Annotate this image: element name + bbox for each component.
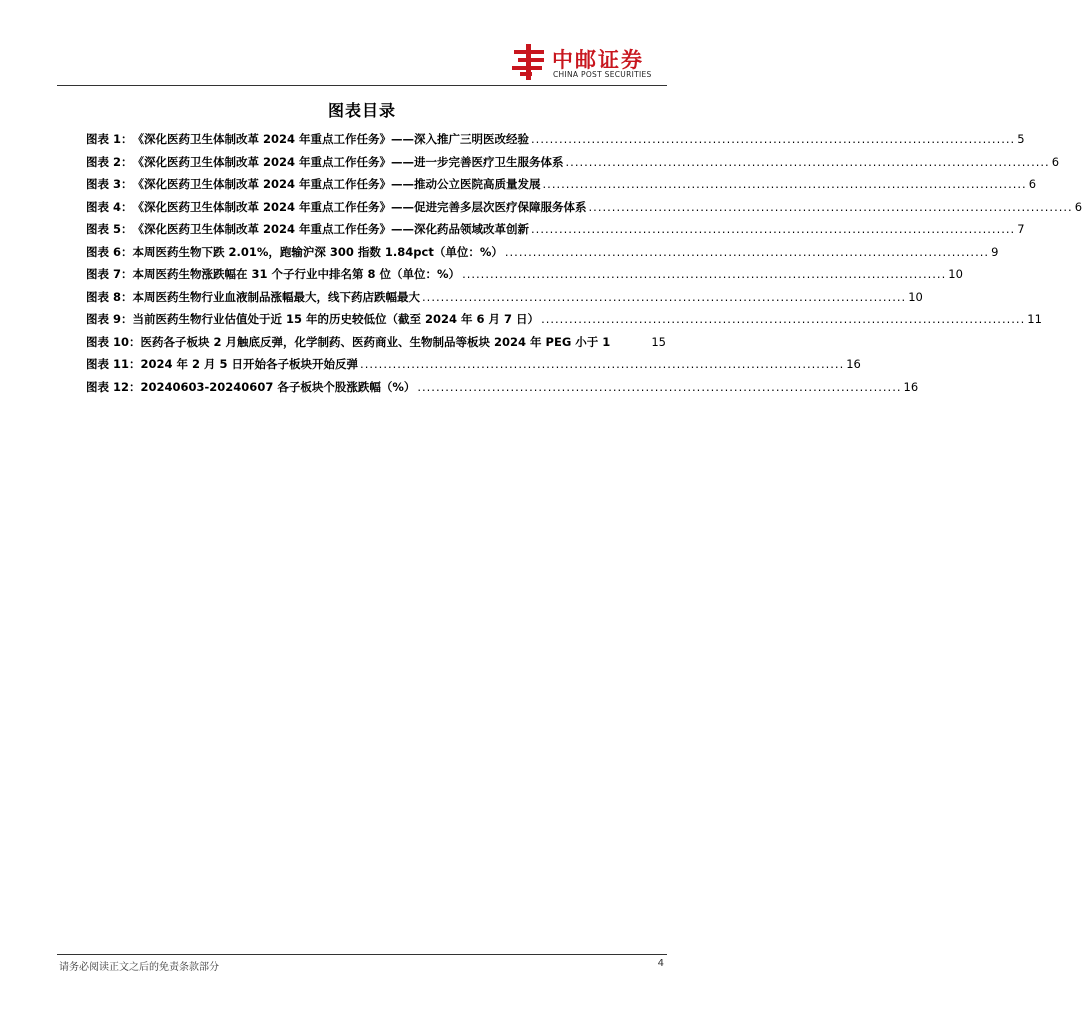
toc-entry[interactable] [86, 199, 1082, 222]
toc-leader-dots: ........................................................................................................ [417, 379, 902, 394]
footer-disclaimer: 请务必阅读正文之后的免责条款部分 [59, 962, 219, 973]
toc-entry-page: 10 [948, 267, 963, 281]
toc-entry[interactable] [86, 289, 923, 312]
toc-entry-label: 图表 2： [86, 154, 133, 169]
toc-entry[interactable] [86, 334, 666, 357]
toc-list [86, 131, 1082, 401]
toc-entry-label: 图表 10： [86, 334, 141, 349]
toc-entry-label: 图表 8： [86, 289, 133, 304]
toc-entry-title: 《深化医药卫生体制改革 2024 年重点工作任务》——深入推广三明医改经验 [132, 132, 530, 146]
footer-divider [57, 954, 667, 955]
toc-entry[interactable] [86, 244, 999, 267]
header-divider [57, 85, 667, 86]
toc-entry-page: 11 [1027, 312, 1042, 326]
logo-chinese-name: 中邮证券 [552, 48, 644, 72]
toc-leader-dots: ........................................................................................................ [422, 289, 907, 304]
toc-entry-title: 医药各子板块 2 月触底反弹，化学制药、医药商业、生物制品等板块 2024 年 PEG 小于 1 [140, 334, 611, 349]
toc-entry[interactable] [86, 266, 963, 289]
toc-entry-label: 图表 12： [86, 379, 141, 394]
toc-entry[interactable] [86, 176, 1037, 199]
toc-entry[interactable] [86, 131, 1025, 154]
toc-entry[interactable] [86, 379, 919, 402]
footer-page-number: 4 [657, 958, 664, 969]
toc-leader-dots: ........................................................................................................ [588, 199, 1073, 214]
toc-entry-title: 本周医药生物下跌 2.01%，跑输沪深 300 指数 1.84pct（单位：%） [132, 244, 503, 259]
toc-entry-title: 《深化医药卫生体制改革 2024 年重点工作任务》——深化药品领域改革创新 [132, 222, 530, 236]
toc-title: 图表目录 [327, 101, 396, 120]
toc-entry[interactable] [86, 221, 1025, 244]
toc-leader-dots: ........................................................................................................ [531, 132, 1016, 146]
toc-entry-page: 15 [651, 334, 666, 349]
toc-entry-title: 本周医药生物涨跌幅在 31 个子行业中排名第 8 位（单位：%） [132, 267, 461, 281]
toc-entry-page: 6 [1074, 199, 1082, 214]
toc-entry-label: 图表 6： [86, 244, 133, 259]
toc-leader-dots: ........................................................................................................ [360, 357, 845, 371]
toc-entry-label: 图表 4： [86, 199, 133, 214]
toc-entry-page: 16 [846, 357, 861, 371]
toc-entry-page: 9 [991, 244, 999, 259]
toc-entry-title: 《深化医药卫生体制改革 2024 年重点工作任务》——推动公立医院高质量发展 [132, 177, 541, 191]
toc-entry-title: 20240603-20240607 各子板块个股涨跌幅（%） [140, 379, 416, 394]
toc-entry[interactable] [86, 356, 861, 379]
toc-entry-title: 《深化医药卫生体制改革 2024 年重点工作任务》——进一步完善医疗卫生服务体系 [132, 154, 564, 169]
toc-entry-title: 2024 年 2 月 5 日开始各子板块开始反弹 [140, 357, 359, 371]
toc-entry-label: 图表 7： [86, 267, 133, 281]
toc-entry-title: 本周医药生物行业血液制品涨幅最大，线下药店跌幅最大 [132, 289, 421, 304]
toc-entry-title: 当前医药生物行业估值处于近 15 年的历史较低位（截至 2024 年 6 月 7 日） [132, 312, 540, 326]
toc-leader-dots: ........................................................................................................ [462, 267, 947, 281]
toc-entry-title: 《深化医药卫生体制改革 2024 年重点工作任务》——促进完善多层次医疗保障服务体系 [132, 199, 587, 214]
toc-entry-label: 图表 1： [86, 132, 133, 146]
toc-entry-page: 10 [908, 289, 923, 304]
logo-english-name: CHINA POST SECURITIES [553, 70, 652, 79]
toc-entry[interactable] [86, 154, 1060, 177]
toc-entry-label: 图表 3： [86, 177, 133, 191]
page-header [0, 0, 724, 86]
toc-leader-dots: ........................................................................................................ [542, 177, 1027, 191]
toc-entry-page: 16 [903, 379, 919, 394]
company-logo [512, 44, 672, 84]
toc-leader-dots: ........................................................................................................ [565, 154, 1050, 169]
china-post-logo-icon [512, 44, 548, 80]
toc-entry-page: 6 [1028, 177, 1037, 191]
toc-entry-page: 6 [1051, 154, 1060, 169]
toc-entry-label: 图表 9： [86, 312, 133, 326]
toc-leader-dots: ........................................................................................................ [504, 244, 990, 259]
toc-entry-page: 5 [1017, 132, 1025, 146]
toc-leader-dots: ........................................................................................................ [531, 222, 1016, 236]
toc-entry-page: 7 [1017, 222, 1025, 236]
toc-entry-label: 图表 11： [86, 357, 141, 371]
toc-entry[interactable] [86, 311, 1042, 334]
toc-entry-label: 图表 5： [86, 222, 133, 236]
toc-leader-dots: ........................................................................................................ [541, 312, 1026, 326]
